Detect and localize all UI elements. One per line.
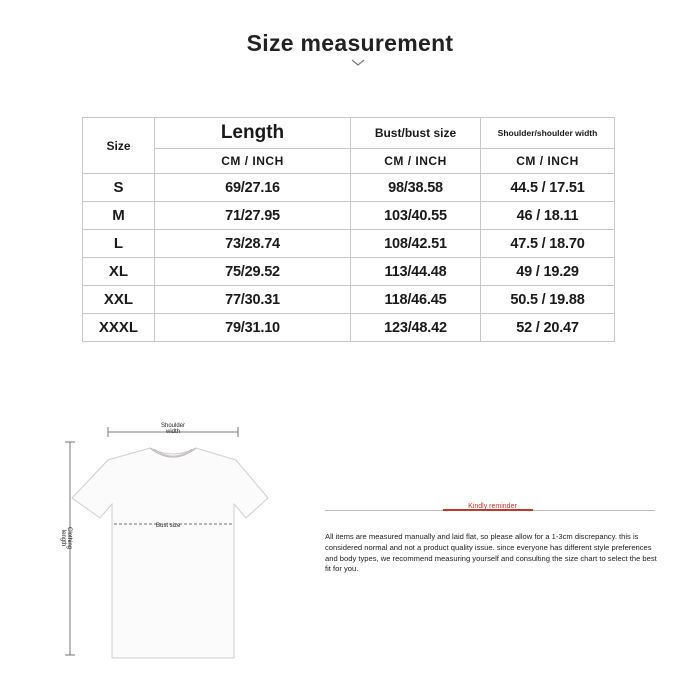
length-cell: 75/29.52 [155, 258, 351, 286]
clothing-length-label: Clothing length [60, 526, 72, 549]
reminder-text: All items are measured manually and laid flat, so please allow for a 1-3cm discrepancy. this is considered normal and not a product quality issue. since everyone has different style preferences and body types, we recommend measuring yourself and consulting the size chart to select the best fit for you. [325, 532, 657, 574]
size-cell: S [83, 174, 155, 202]
size-cell: XXXL [83, 314, 155, 342]
length-cell: 77/30.31 [155, 286, 351, 314]
table-row [83, 202, 615, 230]
shoulder-unit: CM / INCH [481, 149, 615, 174]
reminder-divider [325, 510, 655, 511]
reminder-title: Kindly reminder [468, 503, 517, 510]
size-cell: XXL [83, 286, 155, 314]
length-cell: 73/28.74 [155, 230, 351, 258]
size-cell: XL [83, 258, 155, 286]
shoulder-cell: 50.5 / 19.88 [481, 286, 615, 314]
bust-cell: 118/46.45 [351, 286, 481, 314]
bust-cell: 113/44.48 [351, 258, 481, 286]
length-column-header: Length [155, 118, 351, 149]
table-row [83, 174, 615, 202]
bust-cell: 108/42.51 [351, 230, 481, 258]
shoulder-width-label: Shoulder width [160, 423, 186, 435]
table-row [83, 314, 615, 342]
bust-cell: 123/48.42 [351, 314, 481, 342]
table-row [83, 258, 615, 286]
size-cell: M [83, 202, 155, 230]
length-cell: 71/27.95 [155, 202, 351, 230]
shoulder-cell: 46 / 18.11 [481, 202, 615, 230]
shoulder-cell: 44.5 / 17.51 [481, 174, 615, 202]
bust-size-label: Bust size [156, 523, 181, 529]
bust-cell: 98/38.58 [351, 174, 481, 202]
bust-unit: CM / INCH [351, 149, 481, 174]
length-cell: 69/27.16 [155, 174, 351, 202]
bust-cell: 103/40.55 [351, 202, 481, 230]
length-unit: CM / INCH [155, 149, 351, 174]
table-header-row [83, 118, 615, 149]
chevron-down-icon [350, 58, 366, 68]
shoulder-cell: 52 / 20.47 [481, 314, 615, 342]
size-column-header: Size [83, 118, 155, 174]
size-cell: L [83, 230, 155, 258]
tshirt-icon [58, 410, 278, 680]
length-cell: 79/31.10 [155, 314, 351, 342]
tshirt-measurement-diagram [58, 410, 278, 680]
shoulder-cell: 47.5 / 18.70 [481, 230, 615, 258]
table-row [83, 286, 615, 314]
shoulder-cell: 49 / 19.29 [481, 258, 615, 286]
size-chart-table [82, 117, 615, 342]
reminder-section [325, 500, 660, 575]
bust-column-header: Bust/bust size [351, 118, 481, 149]
table-row [83, 230, 615, 258]
page-title: Size measurement [246, 30, 454, 56]
shoulder-column-header: Shoulder/shoulder width [481, 118, 615, 149]
unit-row [83, 149, 615, 174]
